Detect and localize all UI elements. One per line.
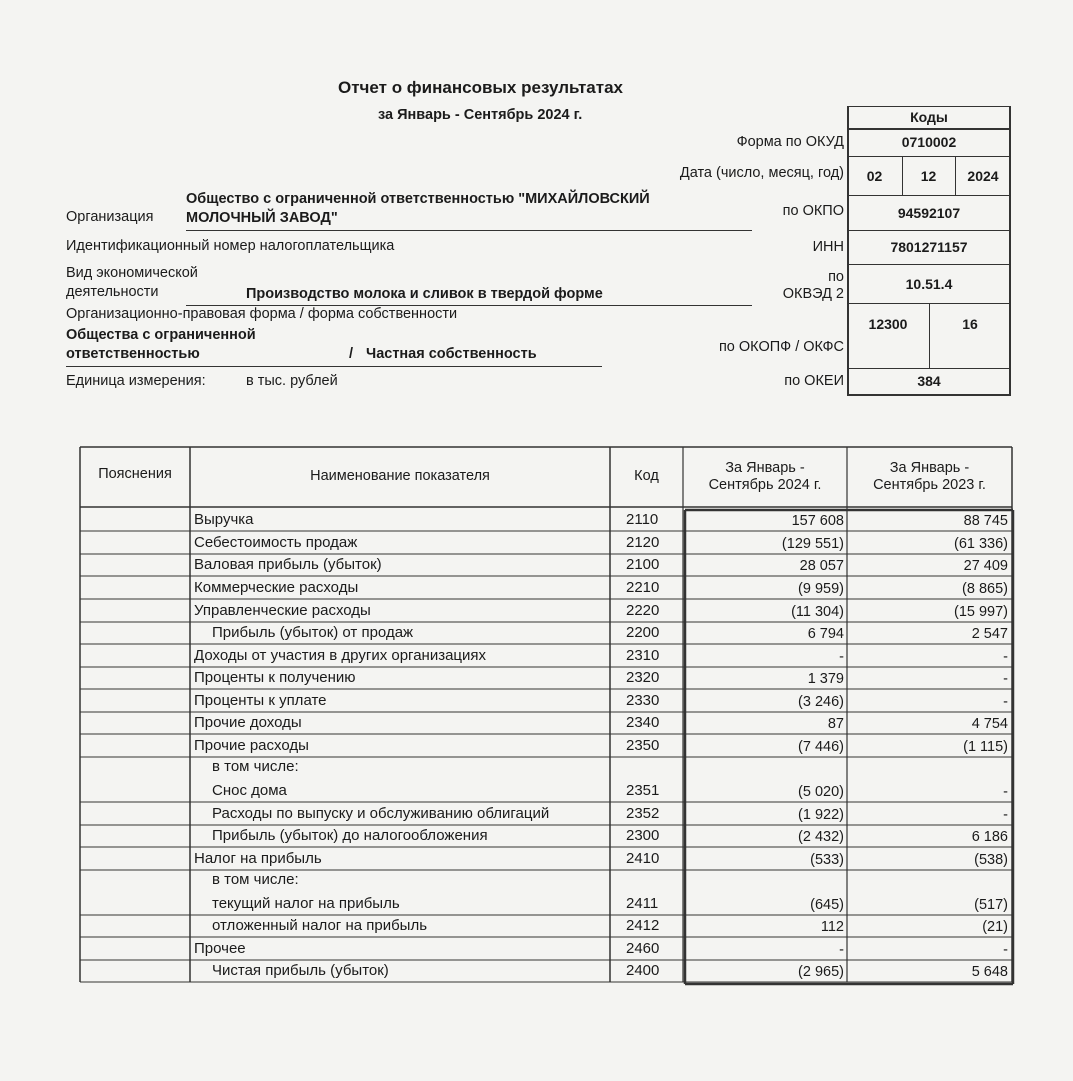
okpo-label: по ОКПО — [782, 203, 844, 219]
date-year: 2024 — [967, 167, 999, 184]
row-name: Налог на прибыль — [194, 850, 322, 867]
row-value-previous: (1 115) — [963, 739, 1008, 755]
row-name: Управленческие расходы — [194, 602, 371, 619]
row-name: Прочие расходы — [194, 737, 309, 754]
row-code: 2320 — [626, 669, 660, 686]
col-header-code: Код — [634, 468, 659, 485]
legal-form-underline — [66, 366, 602, 367]
row-code: 2352 — [626, 805, 660, 822]
row-value-current: 87 — [827, 716, 844, 732]
row-name: Выручка — [194, 511, 254, 528]
row-code: 2351 — [626, 782, 660, 799]
activity-value: Производство молока и сливок в твердой форме — [246, 286, 603, 302]
row-subheader: в том числе: — [212, 758, 299, 775]
okud-value: 0710002 — [901, 134, 957, 150]
row-subheader: в том числе: — [212, 871, 299, 888]
row-code: 2300 — [626, 827, 660, 844]
org-name-line2: МОЛОЧНЫЙ ЗАВОД" — [186, 210, 338, 226]
row-value-current: - — [839, 649, 844, 665]
row-code: 2350 — [626, 737, 660, 754]
unit-label: Единица измерения: — [66, 373, 206, 389]
legal-form-line2: ответственностью — [66, 346, 200, 362]
okfs-value: 16 — [962, 316, 978, 332]
row-name: Прочие доходы — [194, 714, 302, 731]
col-header-previous-l1: За Январь - — [889, 459, 970, 476]
codes-header: Коды — [910, 109, 948, 125]
row-code: 2310 — [626, 647, 660, 664]
row-code: 2412 — [626, 917, 660, 934]
row-value-previous: 5 648 — [971, 964, 1008, 980]
row-value-previous: - — [1003, 649, 1008, 665]
row-code: 2400 — [626, 962, 660, 979]
inn-code-label: ИНН — [812, 239, 844, 255]
inn-label: Идентификационный номер налогоплательщика — [66, 238, 395, 254]
row-name: текущий налог на прибыль — [212, 895, 400, 912]
row-code: 2200 — [626, 624, 660, 641]
org-label: Организация — [66, 209, 154, 225]
row-name: Проценты к уплате — [194, 692, 327, 709]
row-name: Снос дома — [212, 782, 287, 799]
okved-label-1: по — [828, 269, 844, 285]
row-value-previous: (15 997) — [953, 604, 1008, 620]
date-day: 02 — [866, 167, 883, 184]
row-value-previous: - — [1003, 942, 1008, 958]
row-value-current: (1 922) — [798, 807, 844, 823]
row-value-current: (7 446) — [798, 739, 844, 755]
row-value-previous: 88 745 — [963, 513, 1008, 529]
row-value-current: (11 304) — [791, 604, 844, 620]
date-month: 12 — [920, 167, 937, 184]
row-value-previous: (538) — [974, 852, 1008, 868]
okopf-label: по ОКОПФ / ОКФС — [718, 339, 844, 355]
row-value-current: (2 965) — [798, 964, 844, 980]
financial-results-table — [80, 447, 1012, 989]
row-value-current: 112 — [820, 919, 844, 935]
row-name: Валовая прибыль (убыток) — [194, 556, 382, 573]
row-value-previous: (61 336) — [953, 536, 1008, 552]
row-name: Доходы от участия в других организациях — [194, 647, 487, 664]
row-code: 2340 — [626, 714, 660, 731]
row-value-current: (645) — [810, 897, 844, 913]
row-name: отложенный налог на прибыль — [212, 917, 428, 934]
row-value-previous: 2 547 — [971, 626, 1008, 642]
row-value-previous: - — [1003, 784, 1008, 800]
row-name: Чистая прибыль (убыток) — [212, 962, 389, 979]
row-value-previous: (21) — [982, 919, 1008, 935]
activity-label-2: деятельности — [66, 284, 159, 300]
okpo-value: 94592107 — [897, 204, 961, 221]
row-value-current: (9 959) — [798, 581, 844, 597]
okved-label-2: ОКВЭД 2 — [782, 286, 844, 302]
row-value-previous: - — [1003, 671, 1008, 687]
report-title: Отчет о финансовых результатах — [338, 78, 623, 97]
activity-label-1: Вид экономической — [66, 265, 198, 281]
row-value-current: - — [839, 942, 844, 958]
okved-value: 10.51.4 — [905, 275, 953, 292]
row-value-previous: 4 754 — [971, 716, 1008, 732]
row-name: Проценты к получению — [194, 669, 356, 686]
row-value-current: 28 057 — [799, 558, 844, 574]
row-value-current: (129 551) — [781, 536, 844, 552]
row-code: 2120 — [626, 534, 660, 551]
row-code: 2210 — [626, 579, 660, 596]
row-name: Прочее — [194, 940, 246, 957]
row-value-previous: - — [1003, 694, 1008, 710]
ownership-form: Частная собственность — [366, 346, 537, 362]
org-name-line1: Общество с ограниченной ответственностью "МИХАЙЛОВСКИЙ — [186, 191, 650, 207]
row-value-current: (533) — [810, 852, 844, 868]
okud-label: Форма по ОКУД — [736, 134, 844, 150]
date-label: Дата (число, месяц, год) — [679, 165, 844, 181]
row-value-previous: (8 865) — [962, 581, 1008, 597]
row-value-previous: - — [1003, 807, 1008, 823]
row-value-current: 157 608 — [791, 513, 844, 529]
col-header-name: Наименование показателя — [310, 468, 490, 485]
col-header-previous-l2: Сентябрь 2023 г. — [873, 477, 986, 493]
row-code: 2220 — [626, 602, 660, 619]
row-value-previous: (517) — [974, 897, 1008, 913]
col-header-current-l1: За Январь - — [725, 459, 805, 476]
report-period: за Январь - Сентябрь 2024 г. — [378, 107, 583, 123]
legal-form-slash: / — [349, 346, 354, 362]
legal-form-label: Организационно-правовая форма / форма собственности — [66, 306, 458, 322]
codes-box — [847, 106, 1011, 396]
row-code: 2411 — [626, 895, 659, 912]
row-name: Себестоимость продаж — [194, 534, 358, 551]
row-code: 2460 — [626, 940, 660, 957]
row-name: Коммерческие расходы — [194, 579, 359, 596]
row-name: Расходы по выпуску и обслуживанию облигаций — [212, 805, 550, 822]
col-header-notes: Пояснения — [98, 466, 172, 483]
org-underline — [186, 230, 752, 231]
row-value-previous: 6 186 — [971, 829, 1008, 845]
row-name: Прибыль (убыток) от продаж — [212, 624, 414, 641]
okei-label: по ОКЕИ — [784, 373, 844, 389]
row-value-current: (5 020) — [798, 784, 844, 800]
okei-value: 384 — [917, 373, 941, 389]
col-header-current-l2: Сентябрь 2024 г. — [708, 477, 822, 493]
row-code: 2100 — [626, 556, 660, 573]
row-code: 2410 — [626, 850, 660, 867]
inn-value: 7801271157 — [890, 239, 968, 255]
row-value-current: 6 794 — [807, 626, 844, 642]
row-value-current: (2 432) — [798, 829, 844, 845]
row-value-current: (3 246) — [798, 694, 844, 710]
row-value-previous: 27 409 — [963, 558, 1008, 574]
unit-value: в тыс. рублей — [246, 373, 338, 389]
row-code: 2330 — [626, 692, 660, 709]
row-code: 2110 — [626, 511, 659, 528]
okopf-value: 12300 — [868, 316, 908, 332]
legal-form-line1: Общества с ограниченной — [66, 327, 256, 343]
row-value-current: 1 379 — [807, 671, 844, 687]
row-name: Прибыль (убыток) до налогообложения — [212, 827, 488, 844]
